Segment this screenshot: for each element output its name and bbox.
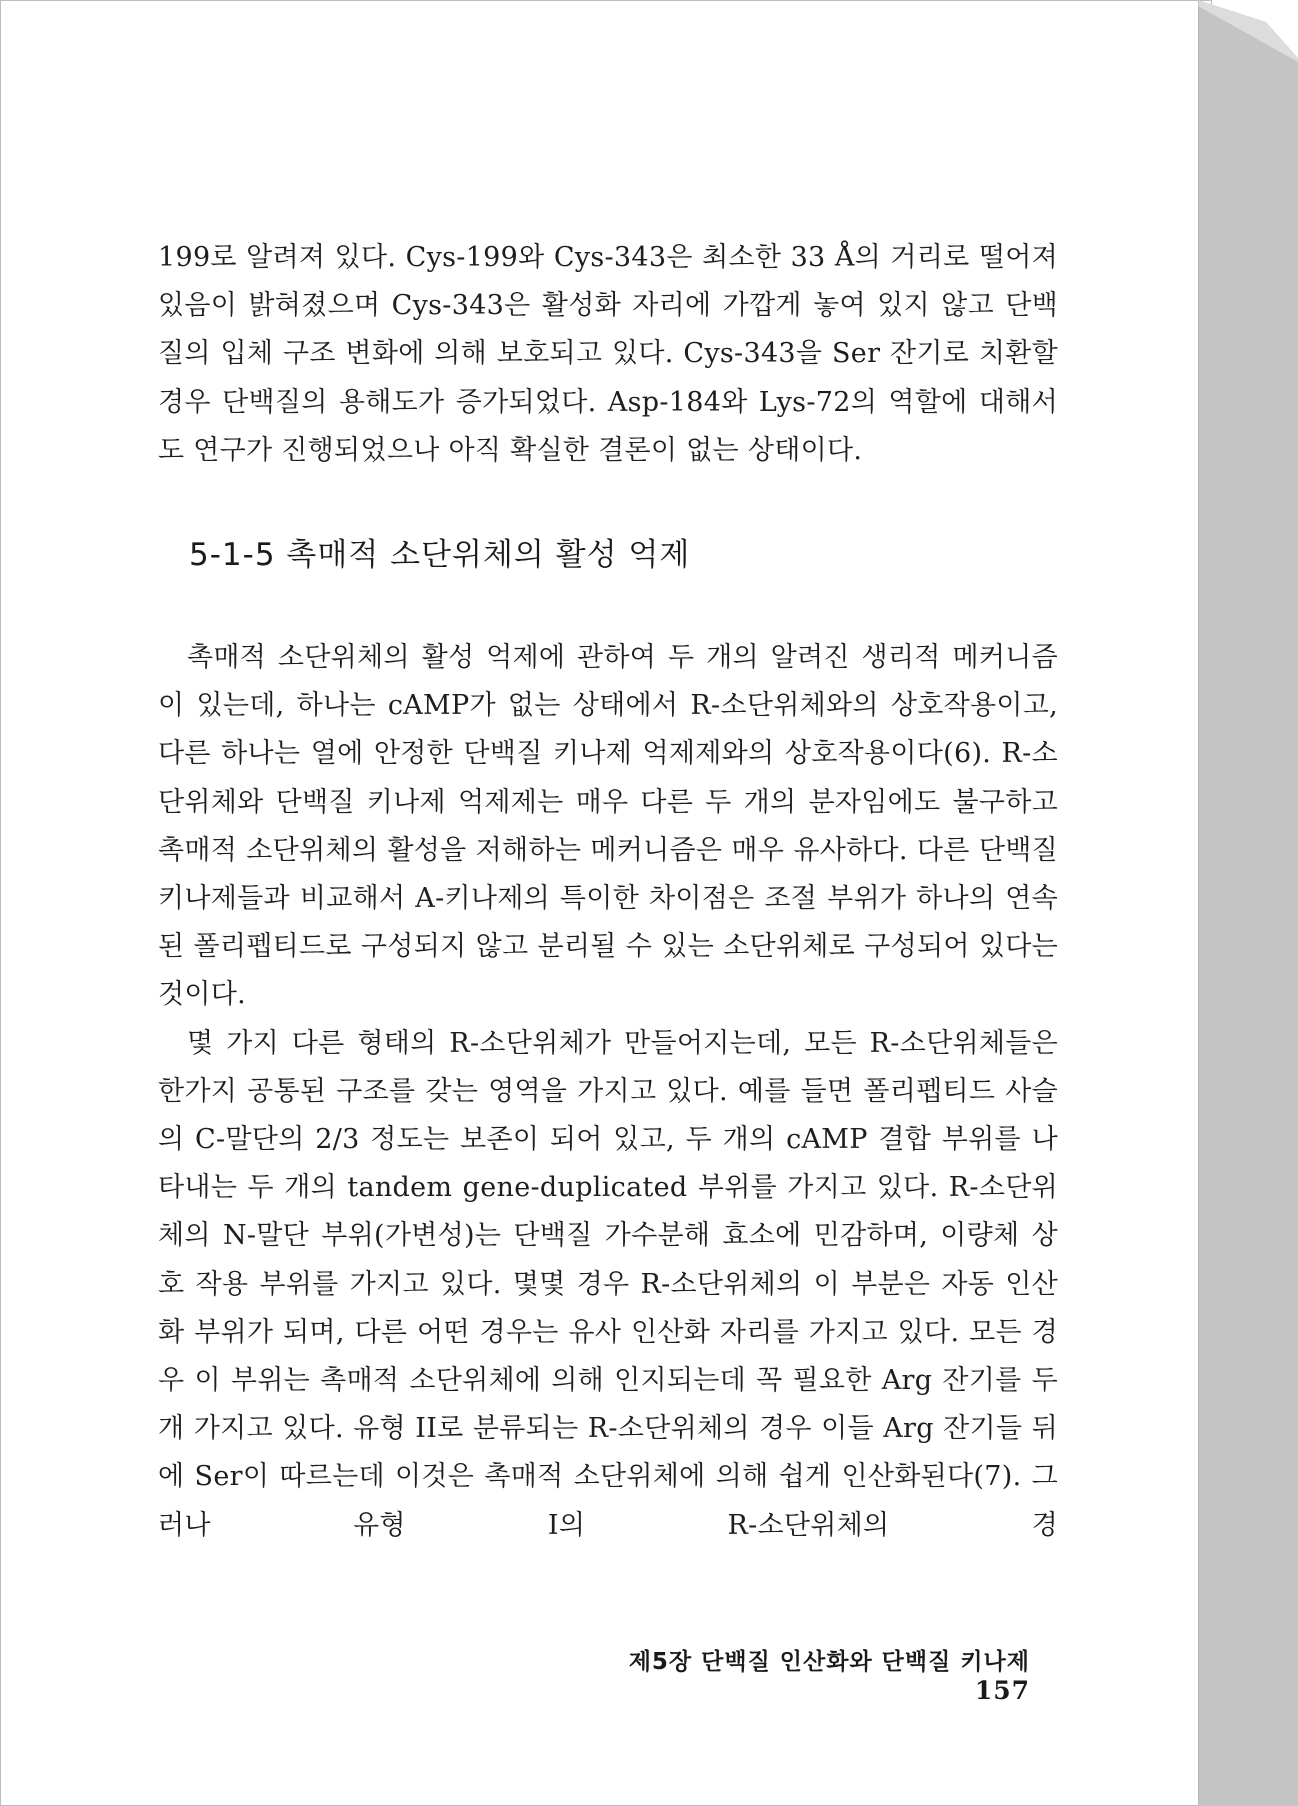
page-number: 157: [974, 1676, 1030, 1705]
page-footer: [560, 1643, 1030, 1705]
paragraph-1: 199로 알려져 있다. Cys-199와 Cys-343은 최소한 33 Å의 거리로 떨어져 있음이 밝혀졌으며 Cys-343은 활성화 자리에 가깝게 놓여 있지 않고 단백질의 입체 구조 변화에 의해 보호되고 있다. Cys-343을 Ser 잔기로 치환할 경우 단백질의 용해도가 증가되었다. Asp-184와 Lys-72의 역할에 대해서도 연구가 진행되었으나 아직 확실한 결론이 없는 상태이다.: [158, 242, 1058, 466]
book-spine: [1198, 0, 1298, 1806]
paragraph-3: 몇 가지 다른 형태의 R-소단위체가 만들어지는데, 모든 R-소단위체들은 한가지 공통된 구조를 갖는 영역을 가지고 있다. 예를 들면 폴리펩티드 사슬의 C-말단의 2/3 정도는 보존이 되어 있고, 두 개의 cAMP 결합 부위를 나타내는 두 개의 tandem gene-duplicated 부위를 가지고 있다. R-소단위체의 N-말단 부위(가변성)는 단백질 가수분해 효소에 민감하며, 이량체 상호 작용 부위를 가지고 있다. 몇몇 경우 R-소단위체의 이 부분은 자동 인산화 부위가 되며, 다른 어떤 경우는 유사 인산화 자리를 가지고 있다. 모든 경우 이 부위는 촉매적 소단위체에 의해 인지되는데 꼭 필요한 Arg 잔기를 두 개 가지고 있다. 유형 II로 분류되는 R-소단위체의 경우 이들 Arg 잔기들 뒤에 Ser이 따르는데 이것은 촉매적 소단위체에 의해 쉽게 인산화된다(7). 그러나 유형 I의 R-소단위체의 경: [158, 1027, 1058, 1541]
paragraph-2: 촉매적 소단위체의 활성 억제에 관하여 두 개의 알려진 생리적 메커니즘이 있는데, 하나는 cAMP가 없는 상태에서 R-소단위체와의 상호작용이고, 다른 하나는 열에 안정한 단백질 키나제 억제제와의 상호작용이다(6). R-소단위체와 단백질 키나제 억제제는 매우 다른 두 개의 분자임에도 불구하고 촉매적 소단위체의 활성을 저해하는 메커니즘은 매우 유사하다. 다른 단백질 키나제들과 비교해서 A-키나제의 특이한 차이점은 조절 부위가 하나의 연속된 폴리펩티드로 구성되지 않고 분리될 수 있는 소단위체로 구성되어 있다는 것이다.: [158, 642, 1058, 1011]
page-content: [158, 234, 1058, 1550]
section-heading: 5-1-5 촉매적 소단위체의 활성 억제: [189, 537, 691, 574]
chapter-title: 제5장 단백질 인산화와 단백질 키나제: [628, 1649, 1030, 1675]
